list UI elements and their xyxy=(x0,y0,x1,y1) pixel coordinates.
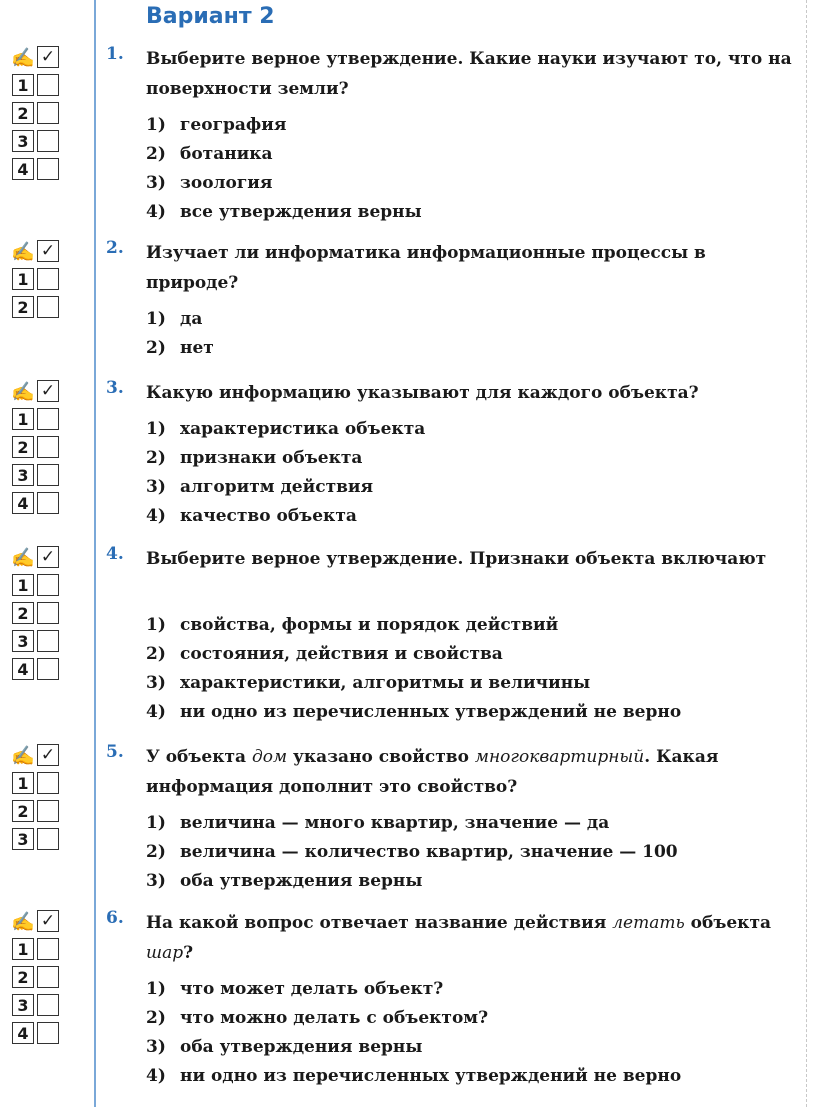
option-index: 2) xyxy=(146,644,166,664)
answer-number-box: 4 xyxy=(12,158,34,180)
option-index: 2) xyxy=(146,448,166,468)
question-text-part: объекта xyxy=(684,913,772,933)
answer-number-box: 1 xyxy=(12,268,34,290)
question-text-part: указано xyxy=(287,747,379,767)
option-index: 1) xyxy=(146,813,166,833)
answer-number-box: 1 xyxy=(12,74,34,96)
pen-icon: ✍ xyxy=(11,240,35,263)
option-1 xyxy=(146,110,286,140)
option-index: 3) xyxy=(146,871,166,891)
answer-checkbox[interactable] xyxy=(37,658,59,680)
answer-grid-header xyxy=(12,44,59,70)
option-label: состояния, действия и свойства xyxy=(180,644,503,664)
option-3 xyxy=(146,1032,422,1062)
answer-number-box: 1 xyxy=(12,408,34,430)
option-label: признаки объекта xyxy=(180,448,363,468)
pen-icon: ✍ xyxy=(11,744,35,767)
answer-grid-header xyxy=(12,908,59,934)
option-index: 1) xyxy=(146,419,166,439)
answer-checkbox[interactable] xyxy=(37,464,59,486)
check-icon: ✓ xyxy=(37,380,59,402)
option-2 xyxy=(146,837,678,867)
answer-grid-row xyxy=(12,936,59,962)
option-label: ботаника xyxy=(180,144,273,164)
answer-checkbox[interactable] xyxy=(37,994,59,1016)
answer-number-box: 2 xyxy=(12,602,34,624)
answer-grid-row xyxy=(12,572,59,598)
answer-checkbox[interactable] xyxy=(37,492,59,514)
page-right-border xyxy=(806,0,808,1107)
question-number: 4. xyxy=(106,544,124,564)
option-index: 2) xyxy=(146,1008,166,1028)
answer-number-box: 3 xyxy=(12,464,34,486)
check-icon: ✓ xyxy=(37,744,59,766)
question-number: 2. xyxy=(106,238,124,258)
answer-grid-row xyxy=(12,964,59,990)
answer-grid xyxy=(12,544,59,684)
option-index: 2) xyxy=(146,842,166,862)
answer-number-box: 3 xyxy=(12,130,34,152)
option-label: что может делать объект? xyxy=(180,979,444,999)
option-label: характеристика объекта xyxy=(180,419,426,439)
answer-number-box: 2 xyxy=(12,296,34,318)
option-2 xyxy=(146,443,362,473)
answer-grid-row xyxy=(12,628,59,654)
answer-number-box: 3 xyxy=(12,630,34,652)
emphasis-term: шар xyxy=(146,943,184,963)
answer-number-box: 1 xyxy=(12,574,34,596)
option-index: 4) xyxy=(146,702,166,722)
option-index: 1) xyxy=(146,979,166,999)
answer-number-box: 2 xyxy=(12,102,34,124)
answer-grid xyxy=(12,378,59,518)
answer-grid-row xyxy=(12,490,59,516)
option-2 xyxy=(146,639,503,669)
option-1 xyxy=(146,808,609,838)
option-index: 3) xyxy=(146,673,166,693)
answer-grid-header xyxy=(12,742,59,768)
question-number: 1. xyxy=(106,44,124,64)
option-2 xyxy=(146,1003,488,1033)
answer-number-box: 2 xyxy=(12,966,34,988)
answer-checkbox[interactable] xyxy=(37,268,59,290)
option-1 xyxy=(146,414,425,444)
answer-number-box: 4 xyxy=(12,1022,34,1044)
option-index: 1) xyxy=(146,115,166,135)
answer-grid-header xyxy=(12,378,59,404)
option-index: 4) xyxy=(146,202,166,222)
answer-grid-row xyxy=(12,770,59,796)
option-label: характеристики, алгоритмы и величины xyxy=(180,673,591,693)
option-label: оба утверждения верны xyxy=(180,1037,423,1057)
option-4 xyxy=(146,197,422,227)
pen-icon: ✍ xyxy=(11,910,35,933)
pen-icon: ✍ xyxy=(11,46,35,69)
answer-checkbox[interactable] xyxy=(37,408,59,430)
option-1 xyxy=(146,974,443,1004)
answer-checkbox[interactable] xyxy=(37,828,59,850)
option-label: качество объекта xyxy=(180,506,357,526)
answer-checkbox[interactable] xyxy=(37,1022,59,1044)
answer-grid xyxy=(12,238,59,322)
answer-grid-row xyxy=(12,1020,59,1046)
option-label: алгоритм действия xyxy=(180,477,374,497)
answer-checkbox[interactable] xyxy=(37,74,59,96)
answer-grid-row xyxy=(12,128,59,154)
option-label: ни одно из перечисленных утверждений не верно xyxy=(180,1066,682,1086)
option-4 xyxy=(146,697,681,727)
question-text xyxy=(146,908,802,968)
question-text: Выберите верное утверждение. Какие науки изучают то, что на поверхности земли? xyxy=(146,49,792,99)
answer-number-box: 2 xyxy=(12,436,34,458)
answer-grid-row xyxy=(12,406,59,432)
option-label: свойства, формы и порядок действий xyxy=(180,615,559,635)
answer-grid-header xyxy=(12,544,59,570)
emphasis-term: многоквартирный xyxy=(474,747,645,767)
pen-icon: ✍ xyxy=(11,546,35,569)
option-index: 1) xyxy=(146,309,166,329)
emphasis-term: летать xyxy=(612,913,685,933)
emphasis-term: дом xyxy=(252,747,288,767)
answer-grid-row xyxy=(12,294,59,320)
option-3 xyxy=(146,168,272,198)
answer-checkbox[interactable] xyxy=(37,938,59,960)
option-label: ни одно из перечисленных утверждений не верно xyxy=(180,702,682,722)
answer-grid-row xyxy=(12,992,59,1018)
question-text-part: ? xyxy=(183,943,194,963)
option-label: оба утверждения верны xyxy=(180,871,423,891)
check-icon: ✓ xyxy=(37,240,59,262)
answer-number-box: 2 xyxy=(12,800,34,822)
option-4 xyxy=(146,501,357,531)
answer-number-box: 3 xyxy=(12,994,34,1016)
option-4 xyxy=(146,1061,681,1091)
question-text-part: . Какая информация дополнит это свойство? xyxy=(146,747,719,797)
option-3 xyxy=(146,866,422,896)
question-text: Какую информацию указывают для каждого объекта? xyxy=(146,383,699,403)
option-index: 4) xyxy=(146,506,166,526)
question-text-part: У объекта xyxy=(146,747,252,767)
answer-grid xyxy=(12,742,59,854)
margin-divider xyxy=(94,0,96,1107)
option-index: 2) xyxy=(146,338,166,358)
option-label: да xyxy=(180,309,203,329)
answer-grid-row xyxy=(12,100,59,126)
option-label: что можно делать с объектом? xyxy=(180,1008,489,1028)
question-text: Выберите верное утверждение. Признаки объекта включают xyxy=(146,549,767,569)
question-number: 6. xyxy=(106,908,124,928)
question-text-part: На какой вопрос отвечает название xyxy=(146,913,514,933)
answer-grid-row xyxy=(12,656,59,682)
option-1 xyxy=(146,304,202,334)
option-index: 3) xyxy=(146,477,166,497)
answer-checkbox[interactable] xyxy=(37,436,59,458)
answer-checkbox[interactable] xyxy=(37,602,59,624)
question-number: 5. xyxy=(106,742,124,762)
answer-number-box: 4 xyxy=(12,658,34,680)
question-number: 3. xyxy=(106,378,124,398)
option-label: зоология xyxy=(180,173,273,193)
answer-grid-row xyxy=(12,72,59,98)
pen-icon: ✍ xyxy=(11,380,35,403)
answer-checkbox[interactable] xyxy=(37,102,59,124)
check-icon: ✓ xyxy=(37,910,59,932)
option-label: нет xyxy=(180,338,214,358)
answer-grid-row xyxy=(12,600,59,626)
answer-grid xyxy=(12,44,59,184)
option-index: 1) xyxy=(146,615,166,635)
answer-grid-row xyxy=(12,798,59,824)
question-text: Изучает ли информатика информационные процессы в природе? xyxy=(146,243,706,293)
answer-grid-row xyxy=(12,156,59,182)
option-3 xyxy=(146,472,373,502)
answer-grid-row xyxy=(12,462,59,488)
answer-number-box: 4 xyxy=(12,492,34,514)
check-icon: ✓ xyxy=(37,546,59,568)
answer-checkbox[interactable] xyxy=(37,800,59,822)
option-index: 3) xyxy=(146,173,166,193)
answer-checkbox[interactable] xyxy=(37,772,59,794)
answer-grid-row xyxy=(12,826,59,852)
answer-grid-header xyxy=(12,238,59,264)
option-label: география xyxy=(180,115,287,135)
option-label: все утверждения верны xyxy=(180,202,422,222)
answer-checkbox[interactable] xyxy=(37,630,59,652)
option-1 xyxy=(146,610,558,640)
answer-grid-row xyxy=(12,266,59,292)
answer-number-box: 1 xyxy=(12,938,34,960)
question-text xyxy=(146,742,802,802)
option-label: величина — количество квартир, значение — 100 xyxy=(180,842,678,862)
answer-number-box: 3 xyxy=(12,828,34,850)
answer-checkbox[interactable] xyxy=(37,130,59,152)
page-title: Вариант 2 xyxy=(146,4,275,29)
bold-term: свойство xyxy=(378,747,469,767)
option-3 xyxy=(146,668,590,698)
answer-checkbox[interactable] xyxy=(37,574,59,596)
option-index: 3) xyxy=(146,1037,166,1057)
check-icon: ✓ xyxy=(37,46,59,68)
option-index: 4) xyxy=(146,1066,166,1086)
answer-checkbox[interactable] xyxy=(37,158,59,180)
option-2 xyxy=(146,139,273,169)
answer-checkbox[interactable] xyxy=(37,296,59,318)
option-2 xyxy=(146,333,214,363)
bold-term: действия xyxy=(513,913,607,933)
answer-number-box: 1 xyxy=(12,772,34,794)
option-index: 2) xyxy=(146,144,166,164)
answer-grid-row xyxy=(12,434,59,460)
option-label: величина — много квартир, значение — да xyxy=(180,813,610,833)
answer-grid xyxy=(12,908,59,1048)
answer-checkbox[interactable] xyxy=(37,966,59,988)
